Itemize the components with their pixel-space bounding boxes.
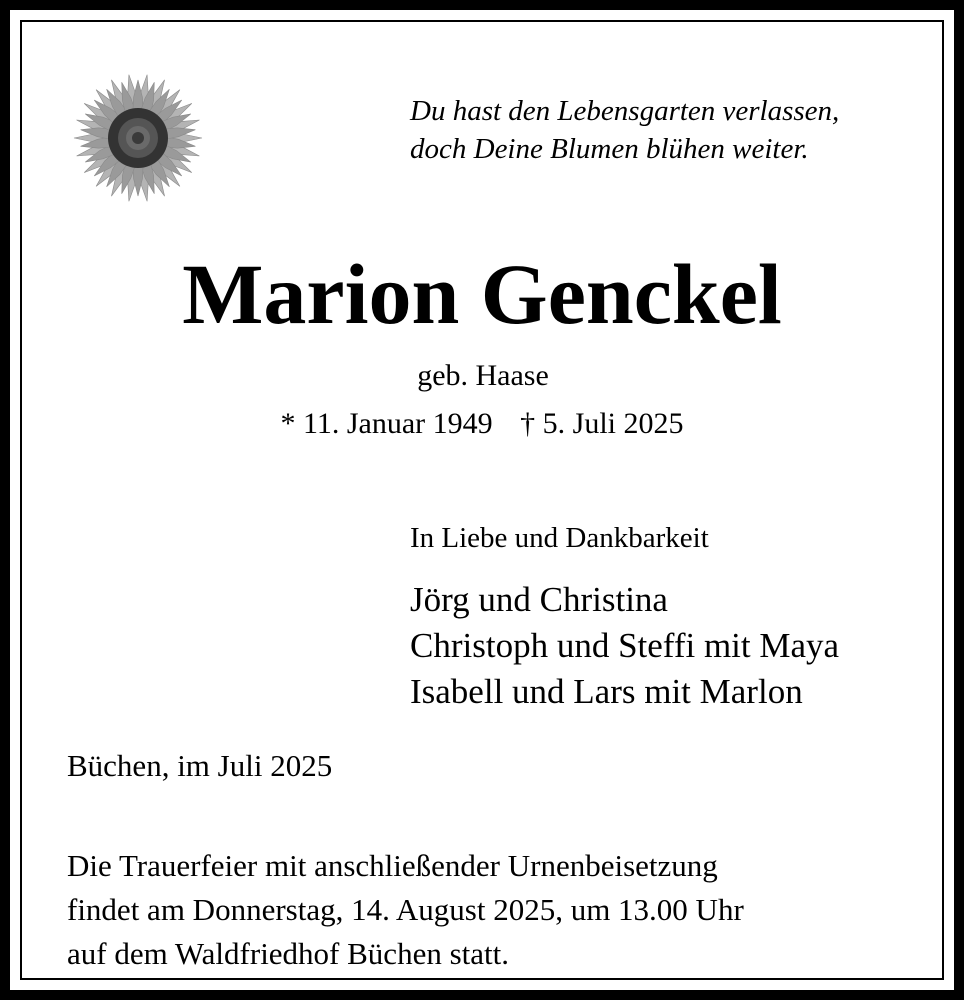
obituary-notice xyxy=(10,10,954,990)
inner-frame xyxy=(20,20,944,980)
service-line: Die Trauerfeier mit anschließender Urnenbeisetzung xyxy=(67,848,718,883)
family-member: Jörg und Christina xyxy=(410,580,668,619)
deceased-name: Marion Genckel xyxy=(182,246,782,342)
place-date: Büchen, im Juli 2025 xyxy=(67,748,333,783)
service-info xyxy=(67,844,744,976)
quote-line: Du hast den Lebensgarten verlassen, xyxy=(410,95,840,127)
maiden-name: geb. Haase xyxy=(417,359,549,392)
death-date: † 5. Juli 2025 xyxy=(520,407,684,440)
quote-line: doch Deine Blumen blühen weiter. xyxy=(410,133,809,165)
service-line: findet am Donnerstag, 14. August 2025, um 13.00 Uhr xyxy=(67,892,744,927)
life-dates xyxy=(22,407,942,441)
birth-date: * 11. Januar 1949 xyxy=(280,407,493,440)
quote xyxy=(410,92,839,168)
flower-center xyxy=(132,132,144,144)
thanks-line: In Liebe und Dankbarkeit xyxy=(410,522,709,554)
sunflower-icon xyxy=(68,68,208,208)
family-list xyxy=(410,577,839,715)
service-line: auf dem Waldfriedhof Büchen statt. xyxy=(67,936,509,971)
family-member: Isabell und Lars mit Marlon xyxy=(410,672,803,711)
family-member: Christoph und Steffi mit Maya xyxy=(410,626,840,665)
